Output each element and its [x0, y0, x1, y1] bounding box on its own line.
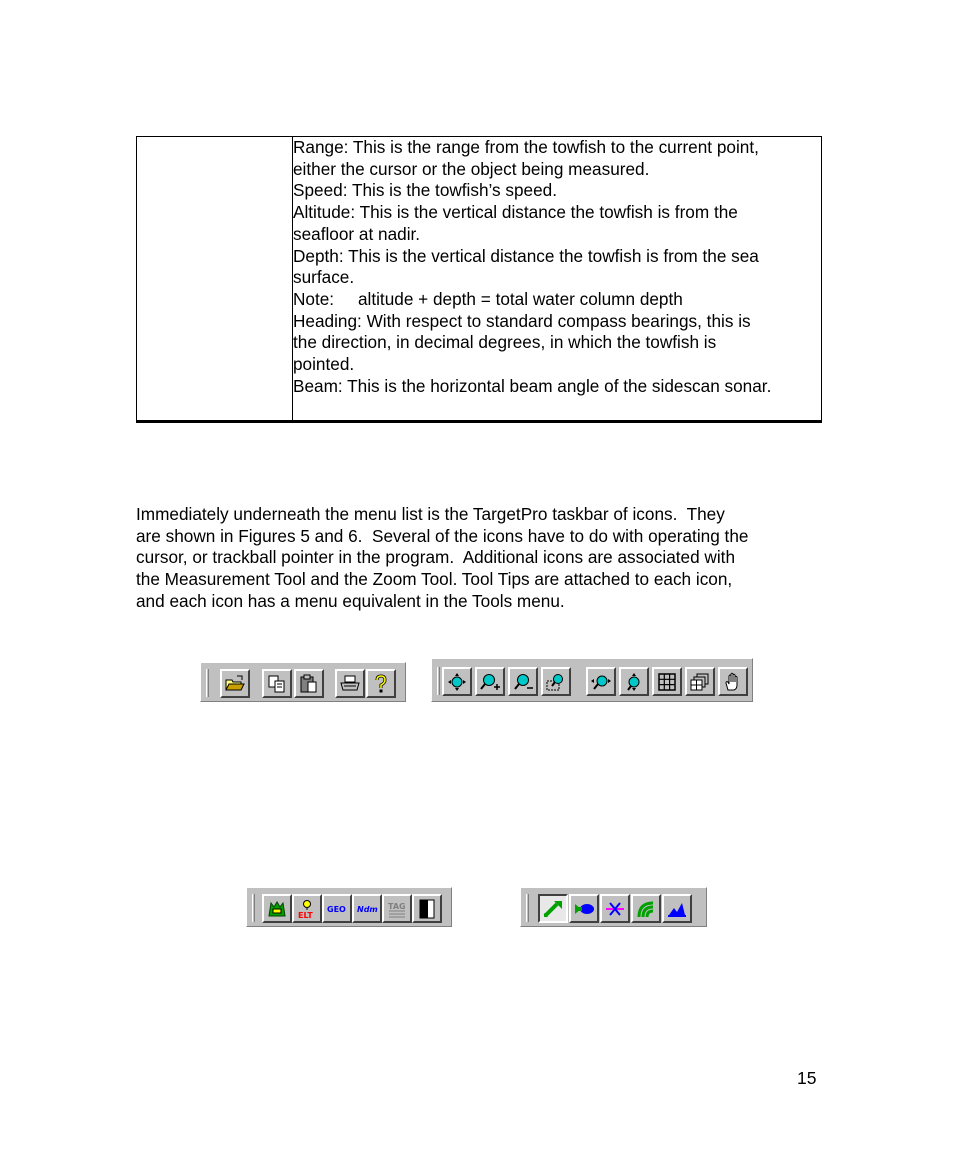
elt-icon: [296, 899, 318, 919]
toolbar-grip[interactable]: [526, 894, 529, 922]
grid-icon: [656, 672, 678, 692]
body-paragraph: [136, 504, 836, 613]
elt-label: ELT: [298, 910, 313, 919]
zoom-horizontal-button[interactable]: [586, 667, 616, 696]
measure-arrow-icon: [542, 899, 564, 919]
cell-line: Note: altitude + depth = total water column depth: [293, 288, 683, 309]
layers-icon: [689, 672, 711, 692]
cell-line: Range: This is the range from the towfish to the current point,: [293, 137, 759, 157]
cell-line: pointed.: [293, 354, 355, 375]
open-button[interactable]: [220, 669, 250, 698]
zoom-out-icon: [512, 672, 534, 692]
grid-button[interactable]: [652, 667, 682, 696]
shadow-icon: [604, 899, 626, 919]
geo-icon: [326, 899, 348, 919]
cursor-target-icon: [446, 672, 468, 692]
ndm-button[interactable]: [352, 894, 382, 923]
page-number: 15: [797, 1068, 817, 1088]
cell-line: either the cursor or the object being measured.: [293, 158, 650, 179]
print-button[interactable]: [335, 669, 365, 698]
pan-button[interactable]: [718, 667, 748, 696]
file-toolbar: [200, 662, 406, 702]
ndm-label: Ndm: [357, 904, 378, 914]
geo-button[interactable]: [322, 894, 352, 923]
tag-label: TAG: [388, 901, 406, 911]
contrast-icon: [416, 899, 438, 919]
measure-toolbar: [520, 887, 707, 927]
zoom-out-button[interactable]: [508, 667, 538, 696]
cell-line: the direction, in decimal degrees, in which the towfish is: [293, 332, 717, 353]
table-right-cell: [293, 137, 822, 422]
toolbar-grip[interactable]: [206, 669, 209, 697]
paragraph-line: and each icon has a menu equivalent in the Tools menu.: [136, 590, 565, 611]
paragraph-line: cursor, or trackball pointer in the program. Additional icons are associated with: [136, 547, 736, 568]
contrast-button[interactable]: [412, 894, 442, 923]
paste-button[interactable]: [294, 669, 324, 698]
table-bottom-rule: [136, 420, 822, 423]
toolbar-grip[interactable]: [252, 894, 255, 922]
paragraph-line: the Measurement Tool and the Zoom Tool. Tool Tips are attached to each icon,: [136, 569, 733, 590]
tag-icon: [386, 899, 408, 919]
help-button[interactable]: [366, 669, 396, 698]
fish-button[interactable]: [569, 894, 599, 923]
copy-button[interactable]: [262, 669, 292, 698]
shadow-button[interactable]: [600, 894, 630, 923]
copy-icon: [266, 674, 288, 694]
zoom-vertical-icon: [623, 672, 645, 692]
zoom-area-button[interactable]: [541, 667, 571, 696]
zoom-vertical-button[interactable]: [619, 667, 649, 696]
ndm-icon: [356, 899, 378, 919]
zoom-in-button[interactable]: [475, 667, 505, 696]
target-select-icon: [266, 899, 288, 919]
zoom-horizontal-icon: [590, 672, 612, 692]
toolbar-grip[interactable]: [437, 667, 440, 695]
geo-label: GEO: [327, 904, 346, 914]
info-table: [136, 136, 822, 422]
layers-button[interactable]: [685, 667, 715, 696]
cell-line: Beam: This is the horizontal beam angle of the sidescan sonar.: [293, 375, 772, 396]
hand-pan-icon: [722, 672, 744, 692]
sonar-button[interactable]: [631, 894, 661, 923]
zoom-in-icon: [479, 672, 501, 692]
table-left-cell: [137, 137, 293, 422]
cell-line: Heading: With respect to standard compass bearings, this is: [293, 310, 751, 331]
cursor-button[interactable]: [442, 667, 472, 696]
cell-line: surface.: [293, 267, 355, 288]
paragraph-line: are shown in Figures 5 and 6. Several of the icons have to do with operating the: [136, 525, 749, 546]
help-icon: [370, 674, 392, 694]
cell-line: Altitude: This is the vertical distance the towfish is from the: [293, 202, 738, 223]
paste-icon: [298, 674, 320, 694]
print-icon: [339, 674, 361, 694]
measure-button[interactable]: [538, 894, 568, 923]
tag-button[interactable]: [382, 894, 412, 923]
cell-line: Speed: This is the towfish’s speed.: [293, 180, 558, 201]
zoom-area-icon: [545, 672, 567, 692]
paragraph-line: Immediately underneath the menu list is the TargetPro taskbar of icons. They: [136, 504, 725, 524]
zoom-toolbar: [431, 658, 753, 702]
cell-line: Depth: This is the vertical distance the towfish is from the sea: [293, 245, 759, 266]
open-folder-icon: [224, 674, 246, 694]
bird-icon: [666, 899, 688, 919]
bird-button[interactable]: [662, 894, 692, 923]
sonar-fan-icon: [635, 899, 657, 919]
cell-line: seafloor at nadir.: [293, 223, 421, 244]
fish-icon: [573, 899, 595, 919]
target-select-button[interactable]: [262, 894, 292, 923]
elt-button[interactable]: [292, 894, 322, 923]
target-toolbar: [246, 887, 452, 927]
